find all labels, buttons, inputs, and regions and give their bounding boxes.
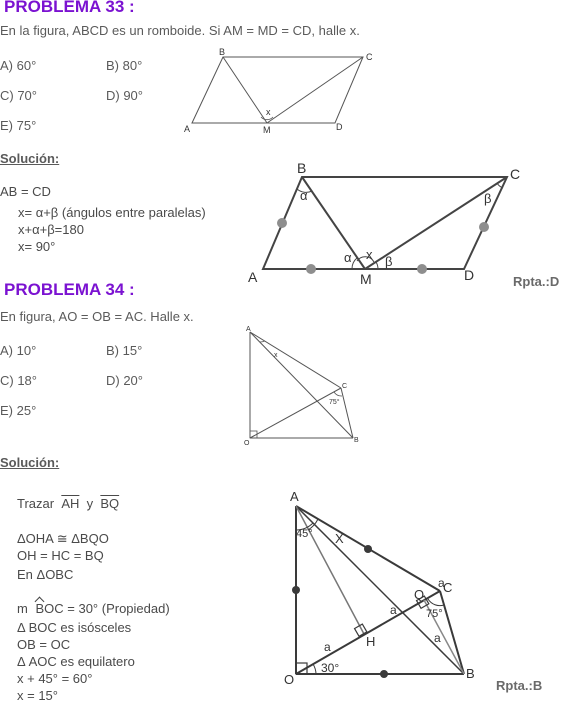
label-b-large: B — [297, 160, 307, 176]
label-a-large: A — [248, 269, 258, 285]
problem-34-option-c: C) 18° — [0, 373, 37, 388]
label-a-small: A — [246, 326, 251, 333]
label-beta-c: β — [484, 191, 492, 206]
problem-33-option-b: B) 80° — [106, 58, 143, 73]
problem-34-option-e: E) 25° — [0, 403, 37, 418]
label-x: x — [266, 107, 271, 117]
label-45: 45° — [296, 528, 313, 540]
label-a-large-34: A — [290, 489, 299, 504]
label-q-large-34: Q — [414, 587, 425, 602]
label-alpha-b: α — [300, 188, 308, 203]
segment-ab — [250, 332, 353, 438]
label-75-small: 75° — [329, 399, 340, 406]
mark-am — [306, 264, 316, 274]
problem-34-small-figure — [238, 322, 368, 447]
segment-bq-label: $\overline{BQ}$ — [100, 496, 120, 511]
problem-34-large-figure — [278, 486, 488, 691]
label-alpha-m: α — [344, 250, 352, 265]
label-b: B — [219, 47, 226, 57]
segment-cb — [341, 388, 353, 438]
label-a-side-hc: a — [390, 603, 397, 617]
y-text: y — [86, 496, 94, 511]
label-beta-m: β — [385, 254, 393, 269]
problem-34-option-d: D) 20° — [106, 373, 143, 388]
mark-ao — [292, 586, 300, 594]
segment-oc — [250, 388, 341, 438]
trazar-text: Trazar — [17, 496, 55, 511]
label-d-large: D — [464, 267, 475, 283]
problem-34-option-b: B) 15° — [106, 343, 143, 358]
segment-ah-label: $\overline{AH}$ — [61, 496, 80, 511]
angle-75-arc-small — [334, 392, 342, 396]
problem-33-large-figure — [240, 158, 540, 290]
problem-34-step-trazar — [17, 496, 119, 511]
problem-33-small-figure — [180, 45, 380, 140]
segment-bm — [223, 57, 267, 123]
mark-ac — [364, 545, 372, 553]
angle-rest-text: = 30° (Propiedad) — [67, 601, 170, 616]
problem-34-step-congruence: ΔOHA ≅ ΔBQO — [17, 531, 109, 546]
problem-33-step-2: x= α+β (ángulos entre paralelas) — [18, 205, 206, 220]
label-x-large: x — [366, 247, 373, 262]
label-c-large: C — [510, 166, 521, 182]
problem-33-option-e: E) 75° — [0, 118, 37, 133]
label-b-small: B — [354, 437, 359, 444]
problem-33-solution-label: Solución: — [0, 151, 60, 166]
angle-boc: BOC — [35, 601, 64, 616]
label-75-large: 75° — [426, 608, 443, 620]
mark-ab — [277, 218, 287, 228]
label-o-small: O — [244, 440, 250, 447]
mark-ob — [380, 670, 388, 678]
problem-34-step-angle — [17, 601, 170, 616]
problem-34-statement: En figura, AO = OB = AC. Halle x. — [0, 309, 194, 324]
label-a-side-qc: a — [438, 576, 445, 590]
label-d: D — [336, 122, 343, 132]
mark-md — [417, 264, 427, 274]
label-m: M — [263, 125, 271, 135]
alpha-arc-m — [352, 258, 357, 269]
problem-34-solution-label: Solución: — [0, 455, 60, 470]
mark-cd — [479, 222, 489, 232]
problem-34-step-equilateral: Δ AOC es equilatero — [17, 654, 135, 669]
m-text: m — [17, 601, 28, 616]
parallelogram-abcd — [192, 57, 363, 123]
label-c: C — [366, 52, 373, 62]
problem-33-step-4: x= 90° — [18, 239, 56, 254]
label-a-side-bq: a — [434, 631, 441, 645]
problem-33-step-1: AB = CD — [0, 184, 51, 199]
problem-34-step-isosceles: Δ BOC es isósceles — [17, 620, 132, 635]
angle-30-arc — [313, 664, 316, 674]
label-a-side-ah: a — [324, 640, 331, 654]
problem-34-step-in-obc: En ΔOBC — [17, 567, 74, 582]
problem-34-step-sum: x + 45° = 60° — [17, 671, 93, 686]
problem-33-title: PROBLEMA 33 : — [4, 0, 135, 16]
problem-34-option-a: A) 10° — [0, 343, 37, 358]
problem-33-answer: Rpta.:D — [513, 274, 560, 289]
segment-ac — [250, 332, 341, 388]
label-x-small: x — [274, 352, 278, 359]
label-b-large-34: B — [466, 666, 475, 681]
beta-arc-m — [376, 262, 378, 269]
label-m-large: M — [360, 271, 372, 287]
problem-34-answer: Rpta.:B — [496, 678, 543, 693]
problem-33-option-a: A) 60° — [0, 58, 37, 73]
problem-34-step-ob-oc: OB = OC — [17, 637, 71, 652]
problem-34-title: PROBLEMA 34 : — [4, 280, 135, 299]
problem-33-statement: En la figura, ABCD es un romboide. Si AM = MD = CD, halle x. — [0, 23, 360, 38]
problem-33-option-c: C) 70° — [0, 88, 37, 103]
label-h-large-34: H — [366, 634, 376, 649]
label-o-large-34: O — [284, 672, 295, 687]
problem-33-step-3: x+α+β=180 — [18, 222, 84, 237]
angle-x-arc-small — [260, 341, 265, 342]
label-c-large-34: C — [443, 580, 453, 595]
label-a: A — [184, 124, 191, 134]
problem-34-step-equal: OH = HC = BQ — [17, 548, 104, 563]
label-30: 30° — [321, 661, 340, 675]
problem-33-option-d: D) 90° — [106, 88, 143, 103]
problem-34-step-result: x = 15° — [17, 688, 58, 703]
label-c-small: C — [342, 383, 348, 390]
label-x-large-34: X — [335, 531, 344, 546]
